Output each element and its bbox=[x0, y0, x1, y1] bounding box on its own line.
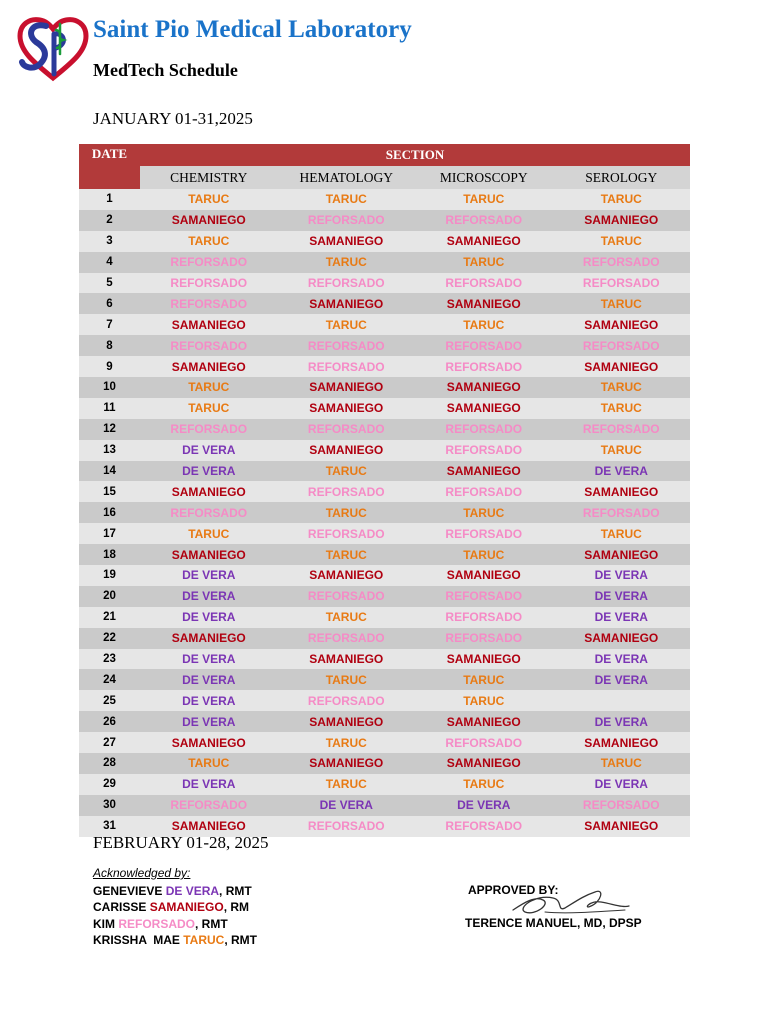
assignment-cell: SAMANIEGO bbox=[415, 377, 553, 398]
date-column-header: DATE bbox=[79, 144, 140, 189]
assignment-cell: REFORSADO bbox=[415, 481, 553, 502]
staff-signatory bbox=[93, 899, 257, 915]
table-row bbox=[79, 795, 690, 816]
column-header-chemistry: CHEMISTRY bbox=[140, 166, 278, 189]
assignment-cell: TARUC bbox=[140, 523, 278, 544]
assignment-cell: SAMANIEGO bbox=[415, 649, 553, 670]
assignment-cell: REFORSADO bbox=[140, 335, 278, 356]
assignment-cell: TARUC bbox=[553, 753, 691, 774]
assignment-cell: REFORSADO bbox=[415, 607, 553, 628]
assignment-cell: REFORSADO bbox=[140, 293, 278, 314]
assignment-cell: TARUC bbox=[415, 314, 553, 335]
assignment-cell: REFORSADO bbox=[415, 273, 553, 294]
assignment-cell: TARUC bbox=[553, 231, 691, 252]
assignment-cell: REFORSADO bbox=[278, 419, 416, 440]
assignment-cell: DE VERA bbox=[553, 607, 691, 628]
assignment-cell: REFORSADO bbox=[553, 502, 691, 523]
assignment-cell: REFORSADO bbox=[278, 690, 416, 711]
assignment-cell: REFORSADO bbox=[415, 816, 553, 837]
date-cell: 28 bbox=[79, 753, 140, 774]
assignment-cell: TARUC bbox=[553, 523, 691, 544]
assignment-cell: SAMANIEGO bbox=[140, 356, 278, 377]
assignment-cell: SAMANIEGO bbox=[415, 461, 553, 482]
table-row bbox=[79, 607, 690, 628]
lab-name: Saint Pio Medical Laboratory bbox=[93, 16, 412, 43]
assignment-cell: SAMANIEGO bbox=[415, 293, 553, 314]
table-row bbox=[79, 523, 690, 544]
staff-signatory bbox=[93, 883, 257, 899]
assignment-cell: DE VERA bbox=[415, 795, 553, 816]
schedule-body bbox=[79, 189, 690, 837]
assignment-cell: TARUC bbox=[140, 398, 278, 419]
date-cell: 4 bbox=[79, 252, 140, 273]
assignment-cell: SAMANIEGO bbox=[140, 732, 278, 753]
assignment-cell: TARUC bbox=[553, 293, 691, 314]
column-header-serology: SEROLOGY bbox=[553, 166, 691, 189]
assignment-cell: REFORSADO bbox=[140, 252, 278, 273]
assignment-cell: TARUC bbox=[140, 231, 278, 252]
assignment-cell: SAMANIEGO bbox=[140, 544, 278, 565]
assignment-cell: TARUC bbox=[415, 690, 553, 711]
assignment-cell: SAMANIEGO bbox=[278, 377, 416, 398]
assignment-cell: SAMANIEGO bbox=[278, 565, 416, 586]
date-cell: 15 bbox=[79, 481, 140, 502]
staff-first-name: CARISSE bbox=[93, 900, 150, 915]
approved-by-label: APPROVED BY: bbox=[468, 883, 559, 897]
date-cell: 6 bbox=[79, 293, 140, 314]
assignment-cell: SAMANIEGO bbox=[278, 440, 416, 461]
staff-credential: , RMT bbox=[219, 884, 252, 898]
assignment-cell: DE VERA bbox=[553, 461, 691, 482]
assignment-cell: SAMANIEGO bbox=[278, 231, 416, 252]
table-row bbox=[79, 419, 690, 440]
assignment-cell: SAMANIEGO bbox=[140, 210, 278, 231]
date-cell: 25 bbox=[79, 690, 140, 711]
date-cell: 24 bbox=[79, 669, 140, 690]
assignment-cell: TARUC bbox=[415, 189, 553, 210]
staff-signatory bbox=[93, 916, 257, 932]
date-cell: 12 bbox=[79, 419, 140, 440]
assignment-cell: REFORSADO bbox=[278, 586, 416, 607]
table-row bbox=[79, 649, 690, 670]
table-row bbox=[79, 544, 690, 565]
staff-credential: , RMT bbox=[195, 916, 228, 931]
assignment-cell: REFORSADO bbox=[415, 628, 553, 649]
assignment-cell: DE VERA bbox=[553, 711, 691, 732]
assignment-cell: REFORSADO bbox=[140, 419, 278, 440]
assignment-cell: TARUC bbox=[415, 774, 553, 795]
assignment-cell: TARUC bbox=[553, 377, 691, 398]
date-cell: 9 bbox=[79, 356, 140, 377]
assignment-cell: TARUC bbox=[278, 461, 416, 482]
date-cell: 14 bbox=[79, 461, 140, 482]
assignment-cell: DE VERA bbox=[140, 461, 278, 482]
assignment-cell: SAMANIEGO bbox=[140, 816, 278, 837]
assignment-cell: REFORSADO bbox=[553, 419, 691, 440]
table-row bbox=[79, 711, 690, 732]
assignment-cell: TARUC bbox=[140, 753, 278, 774]
assignment-cell: REFORSADO bbox=[415, 732, 553, 753]
table-row bbox=[79, 398, 690, 419]
date-cell: 5 bbox=[79, 273, 140, 294]
assignment-cell: TARUC bbox=[140, 189, 278, 210]
assignment-cell: DE VERA bbox=[140, 607, 278, 628]
assignment-cell: DE VERA bbox=[140, 711, 278, 732]
acknowledgement-title: Acknowledged by: bbox=[93, 866, 191, 880]
assignment-cell: TARUC bbox=[278, 252, 416, 273]
next-schedule-period: FEBRUARY 01-28, 2025 bbox=[93, 833, 269, 852]
assignment-cell: TARUC bbox=[415, 669, 553, 690]
table-row bbox=[79, 669, 690, 690]
assignment-cell: SAMANIEGO bbox=[278, 649, 416, 670]
table-row bbox=[79, 210, 690, 231]
assignment-cell: DE VERA bbox=[553, 586, 691, 607]
staff-signatory bbox=[93, 932, 257, 948]
assignment-cell: REFORSADO bbox=[278, 628, 416, 649]
assignment-cell: SAMANIEGO bbox=[278, 293, 416, 314]
assignment-cell: REFORSADO bbox=[415, 440, 553, 461]
table-row bbox=[79, 565, 690, 586]
staff-last-name: SAMANIEGO bbox=[149, 900, 224, 915]
assignment-cell: TARUC bbox=[415, 252, 553, 273]
assignment-cell: SAMANIEGO bbox=[553, 481, 691, 502]
assignment-cell: REFORSADO bbox=[278, 523, 416, 544]
assignment-cell: REFORSADO bbox=[415, 356, 553, 377]
date-cell: 30 bbox=[79, 795, 140, 816]
date-cell: 11 bbox=[79, 398, 140, 419]
assignment-cell: REFORSADO bbox=[553, 335, 691, 356]
assignment-cell: DE VERA bbox=[140, 565, 278, 586]
assignment-cell: DE VERA bbox=[140, 690, 278, 711]
table-row bbox=[79, 273, 690, 294]
assignment-cell: SAMANIEGO bbox=[553, 356, 691, 377]
table-row bbox=[79, 502, 690, 523]
table-row bbox=[79, 690, 690, 711]
table-row bbox=[79, 314, 690, 335]
assignment-cell: DE VERA bbox=[140, 669, 278, 690]
assignment-cell: TARUC bbox=[415, 502, 553, 523]
table-row bbox=[79, 189, 690, 210]
assignment-cell: TARUC bbox=[553, 189, 691, 210]
date-cell: 27 bbox=[79, 732, 140, 753]
assignment-cell: SAMANIEGO bbox=[553, 628, 691, 649]
assignment-cell: REFORSADO bbox=[140, 795, 278, 816]
assignment-cell: REFORSADO bbox=[278, 356, 416, 377]
assignment-cell: SAMANIEGO bbox=[140, 628, 278, 649]
date-cell: 13 bbox=[79, 440, 140, 461]
assignment-cell: DE VERA bbox=[278, 795, 416, 816]
assignment-cell: SAMANIEGO bbox=[278, 398, 416, 419]
lab-logo bbox=[16, 14, 90, 84]
assignment-cell: SAMANIEGO bbox=[278, 753, 416, 774]
table-row bbox=[79, 293, 690, 314]
date-cell: 10 bbox=[79, 377, 140, 398]
assignment-cell: REFORSADO bbox=[553, 795, 691, 816]
assignment-cell: TARUC bbox=[278, 669, 416, 690]
assignment-cell: REFORSADO bbox=[278, 481, 416, 502]
staff-last-name: TARUC bbox=[183, 932, 225, 947]
assignment-cell: SAMANIEGO bbox=[553, 544, 691, 565]
assignment-cell: REFORSADO bbox=[415, 210, 553, 231]
assignment-cell: REFORSADO bbox=[140, 502, 278, 523]
assignment-cell: TARUC bbox=[278, 502, 416, 523]
assignment-cell: DE VERA bbox=[140, 440, 278, 461]
table-row bbox=[79, 481, 690, 502]
assignment-cell: REFORSADO bbox=[415, 523, 553, 544]
assignment-cell: TARUC bbox=[278, 544, 416, 565]
table-row bbox=[79, 461, 690, 482]
assignment-cell: REFORSADO bbox=[415, 419, 553, 440]
assignment-cell: TARUC bbox=[278, 189, 416, 210]
staff-last-name: DE VERA bbox=[165, 884, 220, 898]
table-row bbox=[79, 440, 690, 461]
assignment-cell: TARUC bbox=[278, 732, 416, 753]
table-row bbox=[79, 252, 690, 273]
assignment-cell: DE VERA bbox=[553, 565, 691, 586]
section-header: SECTION bbox=[140, 144, 690, 166]
assignment-cell: REFORSADO bbox=[278, 273, 416, 294]
schedule-table bbox=[79, 144, 690, 837]
table-row bbox=[79, 356, 690, 377]
schedule-period: JANUARY 01-31,2025 bbox=[93, 109, 253, 128]
table-row bbox=[79, 335, 690, 356]
assignment-cell: SAMANIEGO bbox=[415, 231, 553, 252]
assignment-cell: SAMANIEGO bbox=[553, 732, 691, 753]
staff-credential: , RMT bbox=[224, 932, 258, 947]
assignment-cell: REFORSADO bbox=[278, 210, 416, 231]
assignment-cell: TARUC bbox=[553, 440, 691, 461]
assignment-cell: TARUC bbox=[278, 774, 416, 795]
table-row bbox=[79, 732, 690, 753]
table-row bbox=[79, 377, 690, 398]
approver-name: TERENCE MANUEL, MD, DPSP bbox=[465, 916, 642, 930]
date-cell: 22 bbox=[79, 628, 140, 649]
staff-first-name: KIM bbox=[93, 916, 119, 931]
assignment-cell: SAMANIEGO bbox=[415, 565, 553, 586]
table-row bbox=[79, 774, 690, 795]
date-cell: 8 bbox=[79, 335, 140, 356]
date-cell: 7 bbox=[79, 314, 140, 335]
date-cell: 26 bbox=[79, 711, 140, 732]
assignment-cell: DE VERA bbox=[553, 774, 691, 795]
assignment-cell: REFORSADO bbox=[553, 252, 691, 273]
date-cell: 20 bbox=[79, 586, 140, 607]
date-cell: 17 bbox=[79, 523, 140, 544]
assignment-cell: DE VERA bbox=[140, 649, 278, 670]
assignment-cell: DE VERA bbox=[553, 649, 691, 670]
assignment-cell: REFORSADO bbox=[140, 273, 278, 294]
assignment-cell: DE VERA bbox=[553, 669, 691, 690]
assignment-cell: TARUC bbox=[415, 544, 553, 565]
assignment-cell: SAMANIEGO bbox=[278, 711, 416, 732]
assignment-cell bbox=[553, 690, 691, 711]
assignment-cell: DE VERA bbox=[140, 586, 278, 607]
assignment-cell: SAMANIEGO bbox=[415, 711, 553, 732]
date-cell: 21 bbox=[79, 607, 140, 628]
assignment-cell: SAMANIEGO bbox=[553, 816, 691, 837]
staff-credential: , RM bbox=[223, 900, 250, 915]
date-cell: 16 bbox=[79, 502, 140, 523]
assignment-cell: TARUC bbox=[553, 398, 691, 419]
assignment-cell: REFORSADO bbox=[553, 273, 691, 294]
assignment-cell: SAMANIEGO bbox=[140, 481, 278, 502]
date-cell: 18 bbox=[79, 544, 140, 565]
assignment-cell: SAMANIEGO bbox=[140, 314, 278, 335]
table-row bbox=[79, 628, 690, 649]
assignment-cell: SAMANIEGO bbox=[553, 314, 691, 335]
date-cell: 23 bbox=[79, 649, 140, 670]
staff-first-name: GENEVIEVE bbox=[93, 884, 166, 898]
document-title: MedTech Schedule bbox=[93, 60, 238, 80]
assignment-cell: REFORSADO bbox=[415, 335, 553, 356]
staff-first-name: KRISSHA MAE bbox=[93, 932, 184, 947]
column-header-microscopy: MICROSCOPY bbox=[415, 166, 553, 189]
date-cell: 31 bbox=[79, 816, 140, 837]
table-row bbox=[79, 231, 690, 252]
date-cell: 2 bbox=[79, 210, 140, 231]
table-row bbox=[79, 753, 690, 774]
assignment-cell: DE VERA bbox=[140, 774, 278, 795]
acknowledgement-list bbox=[93, 883, 257, 948]
column-header-hematology: HEMATOLOGY bbox=[278, 166, 416, 189]
date-cell: 1 bbox=[79, 189, 140, 210]
assignment-cell: SAMANIEGO bbox=[553, 210, 691, 231]
staff-last-name: REFORSADO bbox=[118, 916, 196, 931]
assignment-cell: REFORSADO bbox=[278, 816, 416, 837]
assignment-cell: REFORSADO bbox=[278, 335, 416, 356]
date-cell: 19 bbox=[79, 565, 140, 586]
assignment-cell: TARUC bbox=[278, 607, 416, 628]
date-cell: 29 bbox=[79, 774, 140, 795]
date-cell: 3 bbox=[79, 231, 140, 252]
assignment-cell: SAMANIEGO bbox=[415, 398, 553, 419]
table-row bbox=[79, 586, 690, 607]
assignment-cell: TARUC bbox=[140, 377, 278, 398]
assignment-cell: REFORSADO bbox=[415, 586, 553, 607]
assignment-cell: TARUC bbox=[278, 314, 416, 335]
assignment-cell: SAMANIEGO bbox=[415, 753, 553, 774]
